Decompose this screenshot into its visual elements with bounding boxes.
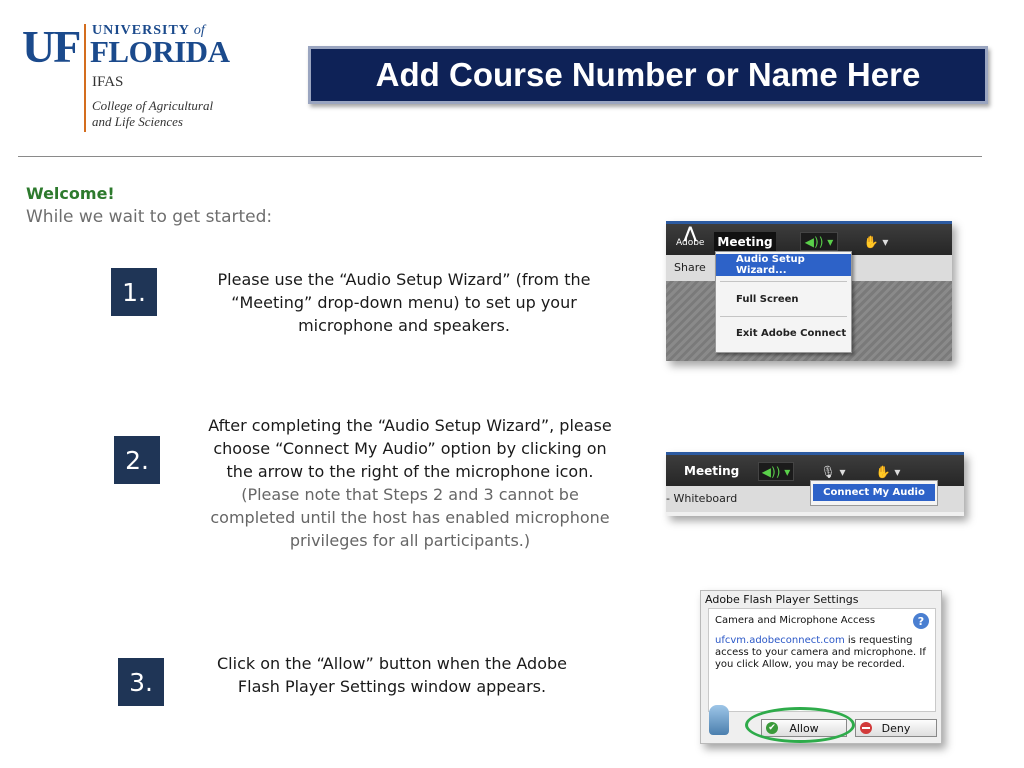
menu-separator [720, 281, 847, 282]
menu-item-full-screen[interactable]: Full Screen [736, 293, 799, 305]
welcome-heading: Welcome! [26, 184, 115, 203]
flash-settings-message: ufcvm.adobeconnect.com is requesting access to your camera and microphone. If you click Allow, you may be recorded. [715, 635, 926, 670]
speaker-icon[interactable]: ◀)) ▾ [758, 462, 794, 481]
allow-highlight-circle [745, 707, 855, 743]
site-link: ufcvm.adobeconnect.com [715, 635, 845, 646]
deny-icon [860, 722, 872, 734]
menu-separator [720, 316, 847, 317]
share-tab[interactable]: Share [674, 261, 706, 274]
uf-ifas-logo [22, 22, 252, 134]
deny-button[interactable]: Deny [855, 719, 937, 737]
title-banner [308, 46, 988, 104]
page-title: Add Course Number or Name Here [375, 56, 921, 93]
speaker-icon[interactable]: ◀)) ▾ [800, 232, 838, 251]
menu-item-audio-setup-wizard[interactable]: Audio Setup Wizard... [716, 254, 851, 276]
step-2-note: (Please note that Steps 2 and 3 cannot be completed until the host has enabled microphone privileges for all participants.) [210, 485, 610, 550]
meeting-menu-button[interactable]: Meeting [684, 464, 740, 478]
flash-settings-panel [708, 608, 936, 712]
logo-ifas: IFAS [92, 74, 124, 90]
wait-text: While we wait to get started: [26, 207, 273, 227]
flash-settings-screenshot [700, 590, 942, 744]
check-icon: ✔ [766, 722, 778, 734]
camera-mic-heading: Camera and Microphone Access [715, 615, 876, 626]
allow-button[interactable]: ✔ Allow [761, 719, 847, 737]
step-2-number: 2. [114, 436, 160, 484]
help-icon[interactable]: ? [913, 613, 929, 629]
step-3-number: 3. [118, 658, 164, 706]
step-1-number: 1. [111, 268, 157, 316]
adobe-logo-icon: ⋀ Adobe [676, 223, 705, 248]
logo-college: College of Agricultural and Life Sciences [92, 98, 214, 129]
whiteboard-tab[interactable]: - Whiteboard [666, 492, 738, 505]
flash-settings-title: Adobe Flash Player Settings [705, 593, 859, 606]
logo-university: UNIVERSITY of [92, 23, 205, 38]
menu-item-exit-adobe-connect[interactable]: Exit Adobe Connect [736, 327, 847, 339]
raise-hand-icon[interactable]: ✋ ▾ [863, 234, 889, 249]
connect-my-audio-option[interactable]: Connect My Audio [813, 484, 935, 501]
meeting-menu-button[interactable]: Meeting [714, 232, 776, 251]
meeting-dropdown-menu [715, 251, 852, 353]
connect-toolbar [666, 221, 952, 255]
microphone-dropdown [810, 480, 938, 506]
header-divider [18, 156, 982, 157]
raise-hand-icon[interactable]: ✋ ▾ [875, 464, 901, 479]
step-2-text: After completing the “Audio Setup Wizard”, please choose “Connect My Audio” option by clicking on the arrow to the right of the microphone icon. [208, 416, 612, 481]
step-1-text: Please use the “Audio Setup Wizard” (from the “Meeting” drop-down menu) to set up your microphone and speakers. [217, 270, 591, 335]
step-3-text: Click on the “Allow” button when the Adobe Flash Player Settings window appears. [217, 654, 567, 696]
webcam-icon [709, 705, 729, 735]
step-2-text-block [200, 414, 620, 552]
microphone-icon[interactable]: 🎙 ▾ [820, 464, 846, 479]
logo-uf-mark: UF [22, 21, 80, 72]
meeting-menu-screenshot [666, 221, 952, 361]
logo-florida: FLORIDA [90, 34, 230, 69]
logo-divider [84, 24, 86, 132]
connect-audio-screenshot [666, 452, 964, 516]
